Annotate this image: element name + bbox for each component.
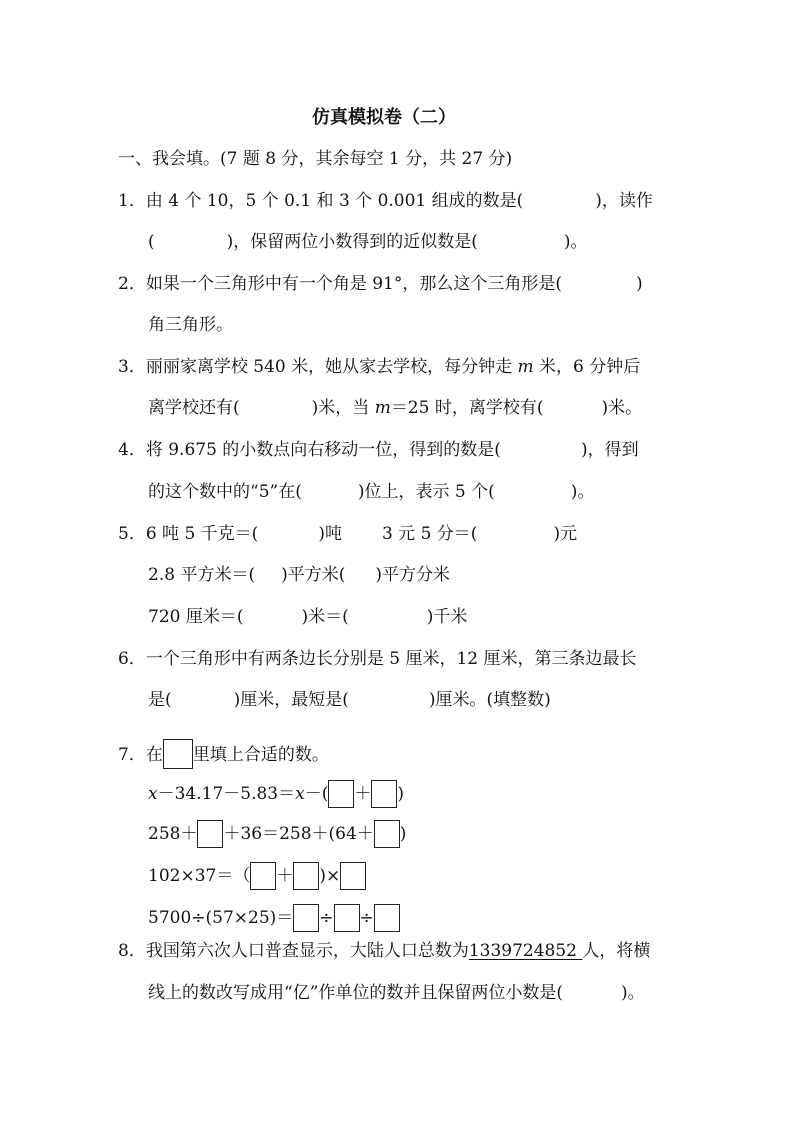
equation-text: ＋ <box>354 784 372 804</box>
equation-text: 5700÷(57×25)＝ <box>148 908 294 928</box>
question-text: 丽丽家离学校 540 米，她从家去学校，每分钟走 <box>145 357 518 377</box>
question-text: )厘米。(填整数) <box>428 690 551 710</box>
question-number: 7． <box>118 745 146 765</box>
answer-box[interactable] <box>293 904 319 932</box>
answer-box[interactable] <box>374 904 400 932</box>
question-text: )厘米，最短是( <box>233 690 349 710</box>
question-text: )平方米( <box>281 565 346 585</box>
question-text: )千米 <box>426 607 468 627</box>
question-8-line-1 <box>118 940 650 962</box>
question-number: 1． <box>118 191 146 211</box>
question-text: 2.8 平方米＝( <box>148 565 256 585</box>
answer-box[interactable] <box>197 820 223 848</box>
question-8-line-2 <box>148 982 645 1004</box>
question-4-line-1 <box>118 439 639 461</box>
question-text: 里填上合适的数。 <box>192 745 329 765</box>
question-text: 线上的数改写成用“亿”作单位的数并且保留两位小数是( <box>148 983 564 1003</box>
question-text: )。 <box>621 983 645 1003</box>
equation-text: ) <box>399 824 407 844</box>
question-text: )，保留两位小数得到的近似数是( <box>226 232 478 252</box>
question-text: )。 <box>570 482 595 502</box>
question-text: 米，6 分钟后 <box>533 357 641 377</box>
question-7-line-1 <box>118 739 329 769</box>
variable-m: m <box>374 398 391 418</box>
question-number: 3． <box>118 357 146 377</box>
equation-text: ÷ <box>319 908 334 928</box>
question-number: 8． <box>118 941 146 961</box>
question-text: )米，当 <box>311 398 375 418</box>
answer-box[interactable] <box>374 820 400 848</box>
question-text: 是( <box>148 690 172 710</box>
question-text: 人，将横 <box>582 941 651 961</box>
question-number: 2． <box>118 274 146 294</box>
question-6-line-1 <box>118 648 637 670</box>
answer-box[interactable] <box>250 862 276 890</box>
question-number: 4． <box>118 440 146 460</box>
question-text: 如果一个三角形中有一个角是 91°，那么这个三角形是( <box>145 274 562 294</box>
question-text: 在 <box>145 745 163 765</box>
answer-box[interactable] <box>340 862 366 890</box>
question-6-line-2 <box>148 689 551 711</box>
question-text: )米。 <box>601 398 643 418</box>
equation-text: ÷ <box>359 908 374 928</box>
question-text: 720 厘米＝( <box>148 607 244 627</box>
question-5-row-1 <box>118 523 577 545</box>
population-number: 1339724852 <box>468 941 577 961</box>
equation-text: －34.17－5.83＝ <box>157 784 296 804</box>
variable-m: m <box>517 357 534 377</box>
question-text: )吨 <box>318 524 342 544</box>
question-5-row-3 <box>148 606 467 628</box>
equation-text: －( <box>304 784 329 804</box>
answer-box[interactable] <box>334 904 360 932</box>
question-1-line-1 <box>118 190 653 212</box>
question-5-row-2 <box>148 564 450 586</box>
equation-1 <box>148 780 404 808</box>
question-number: 6． <box>118 649 146 669</box>
question-text: 我国第六次人口普查显示，大陆人口总数为 <box>145 941 469 961</box>
question-text: 离学校还有( <box>148 398 240 418</box>
answer-box[interactable] <box>328 780 354 808</box>
question-text: ) <box>636 274 643 294</box>
equation-text: )× <box>319 866 341 886</box>
equation-text: ) <box>397 784 404 804</box>
question-text: )，得到 <box>580 440 639 460</box>
question-text: 一个三角形中有两条边长分别是 5 厘米，12 厘米，第三条边最长 <box>145 649 637 669</box>
question-text: )位上，表示 5 个( <box>357 482 495 502</box>
answer-box[interactable] <box>293 862 319 890</box>
question-4-line-2 <box>148 481 594 503</box>
question-text: )。 <box>563 232 588 252</box>
question-text: ( <box>148 232 155 252</box>
question-2-line-1 <box>118 273 643 295</box>
equation-2 <box>148 820 406 848</box>
equation-text: 258＋ <box>148 824 198 844</box>
question-text: 将 9.675 的小数点向右移动一位，得到的数是( <box>145 440 501 460</box>
answer-box[interactable] <box>371 780 397 808</box>
question-text: 6 吨 5 千克＝( <box>145 524 259 544</box>
equation-3 <box>148 862 366 890</box>
question-text: )米＝( <box>301 607 349 627</box>
question-text: )，读作 <box>595 191 653 211</box>
question-text: 的这个数中的“5”在( <box>148 482 302 502</box>
question-number: 5． <box>118 524 146 544</box>
question-1-line-2 <box>148 231 588 253</box>
variable-x: x <box>148 784 158 804</box>
section-heading: 一、我会填。(7 题 8 分，其余每空 1 分，共 27 分) <box>118 149 513 169</box>
equation-text: ＋36＝258＋(64＋ <box>223 824 374 844</box>
question-3-line-1 <box>118 356 640 378</box>
question-text: )平方分米 <box>375 565 450 585</box>
equation-text: 102×37＝（ <box>148 866 251 886</box>
answer-box[interactable] <box>163 739 193 769</box>
question-text: )元 <box>553 524 578 544</box>
variable-x: x <box>295 784 305 804</box>
equation-text: ＋ <box>276 866 294 886</box>
question-text: 由 4 个 10，5 个 0.1 和 3 个 0.001 组成的数是( <box>145 191 524 211</box>
page-title: 仿真模拟卷（二） <box>312 107 456 128</box>
question-text: ＝25 时，离学校有( <box>390 398 544 418</box>
question-text: 3 元 5 分＝( <box>381 524 478 544</box>
equation-4 <box>148 904 400 932</box>
question-3-line-2 <box>148 397 642 419</box>
question-2-line-2: 角三角形。 <box>148 315 233 335</box>
